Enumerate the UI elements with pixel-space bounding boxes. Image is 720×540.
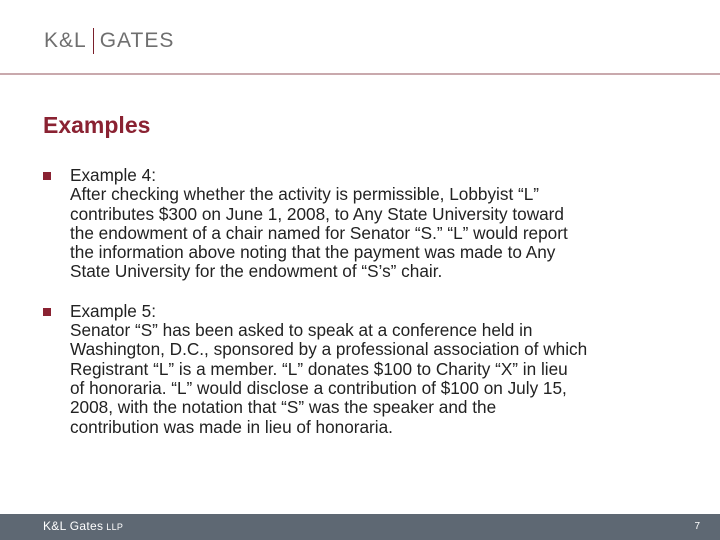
bullet-example-5 bbox=[43, 302, 683, 437]
bullet-text-line: of honoraria. “L” would disclose a contribution of $100 on July 15, bbox=[70, 377, 567, 398]
bullet-example-4 bbox=[43, 166, 683, 282]
bullet-heading: Example 4: bbox=[70, 165, 156, 185]
bullet-heading: Example 5: bbox=[70, 300, 156, 321]
square-bullet-icon bbox=[43, 172, 51, 180]
kl-gates-logo bbox=[44, 28, 174, 54]
bullet-text-line: Senator “S” has been asked to speak at a conference held in bbox=[70, 320, 533, 341]
footer-logo-text: K&L Gates bbox=[43, 519, 104, 533]
bullet-text-line: contributes $300 on June 1, 2008, to Any State University toward bbox=[70, 203, 564, 224]
bullet-text-line: State University for the endowment of “S’s” chair. bbox=[70, 261, 443, 282]
bullet-text-line: Washington, D.C., sponsored by a professional association of which bbox=[70, 339, 588, 360]
bullet-list bbox=[43, 166, 683, 437]
square-bullet-icon bbox=[43, 308, 51, 316]
header-rule bbox=[0, 73, 720, 75]
bullet-text-line: Registrant “L” is a member. “L” donates $100 to Charity “X” in lieu bbox=[70, 358, 568, 379]
page-number: 7 bbox=[694, 521, 700, 532]
footer-logo-suffix: LLP bbox=[106, 522, 124, 532]
bullet-text-line: 2008, with the notation that “S” was the speaker and the bbox=[70, 397, 497, 418]
logo-right-text: GATES bbox=[99, 29, 175, 52]
logo-left-text: K&L bbox=[44, 29, 87, 52]
bullet-text-line: After checking whether the activity is permissible, Lobbyist “L” bbox=[70, 184, 540, 205]
bullet-text-line: the information above noting that the payment was made to Any bbox=[70, 242, 556, 263]
logo-divider bbox=[93, 28, 94, 54]
slide-title: Examples bbox=[43, 112, 151, 138]
bullet-text-line: the endowment of a chair named for Senator “S.” “L” would report bbox=[70, 222, 568, 243]
footer-bar bbox=[0, 514, 720, 540]
footer-logo bbox=[43, 519, 123, 533]
bullet-text-line: contribution was made in lieu of honoraria. bbox=[70, 416, 393, 437]
